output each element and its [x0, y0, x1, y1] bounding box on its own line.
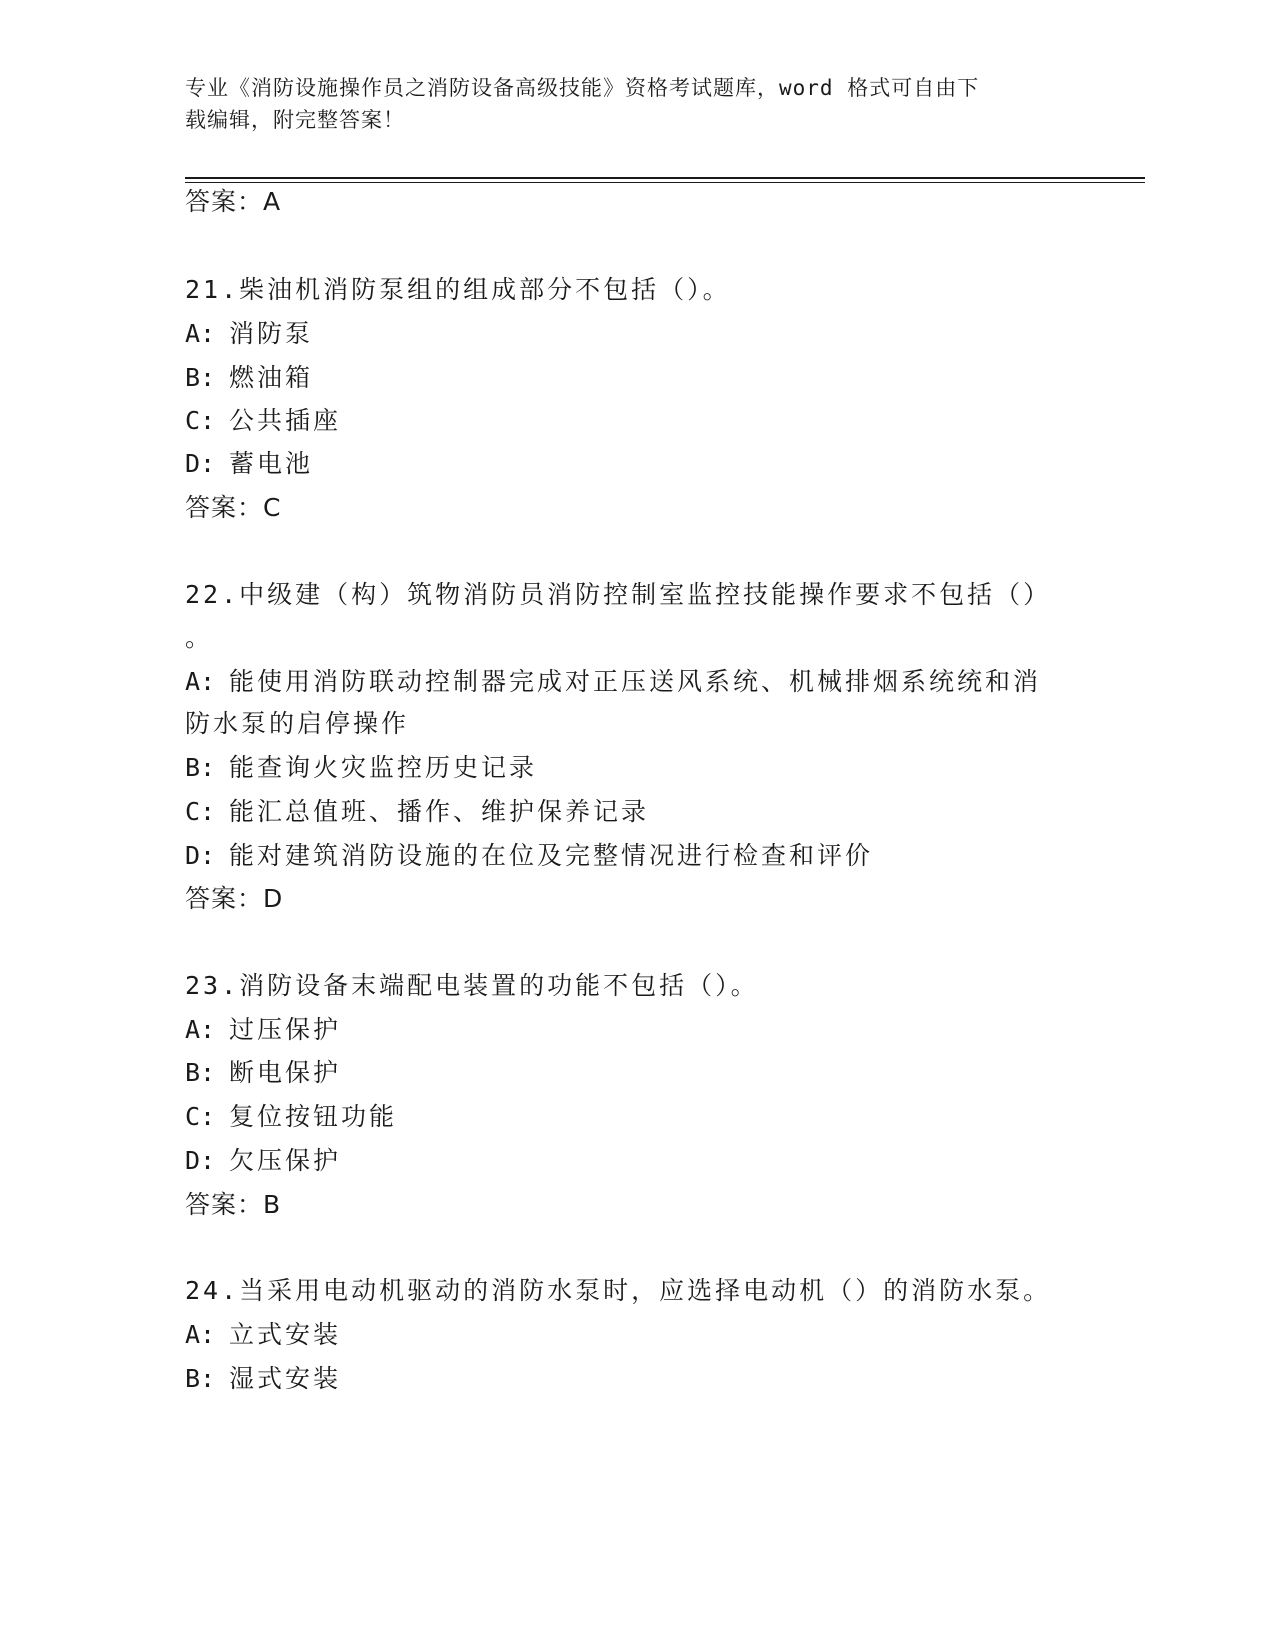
option-text: 断电保护 — [229, 1058, 342, 1087]
option-label: C: — [185, 797, 216, 826]
option-text: 能使用消防联动控制器完成对正压送风系统、机械排烟系统统和消 — [229, 667, 1042, 696]
answer-prev: 答案：A — [185, 187, 282, 216]
question-21-answer: 答案：C — [185, 493, 282, 522]
option-text: 立式安装 — [229, 1320, 342, 1349]
option-label: B: — [185, 363, 216, 392]
option-label: B: — [185, 1364, 216, 1393]
question-21-option-a — [185, 318, 313, 350]
question-23-option-d — [185, 1145, 341, 1177]
question-22-option-a — [185, 666, 1041, 698]
question-23-option-a — [185, 1014, 341, 1046]
question-23-answer: 答案：B — [185, 1190, 282, 1219]
question-22-answer: 答案：D — [185, 884, 284, 913]
option-label: D: — [185, 449, 216, 478]
header-line-1: 专业《消防设施操作员之消防设备高级技能》资格考试题库，word 格式可自由下 — [185, 76, 980, 100]
question-23-option-c — [185, 1101, 397, 1133]
option-text: 欠压保护 — [229, 1146, 342, 1175]
question-24-option-a — [185, 1319, 341, 1351]
question-24-stem: 24.当采用电动机驱动的消防水泵时，应选择电动机（）的消防水泵。 — [185, 1276, 1052, 1305]
option-text: 复位按钮功能 — [229, 1102, 398, 1131]
option-label: A: — [185, 1320, 216, 1349]
question-21-option-d — [185, 448, 313, 480]
header-line-2: 载编辑，附完整答案！ — [185, 108, 405, 132]
option-label: A: — [185, 667, 216, 696]
question-24-option-b — [185, 1363, 341, 1395]
question-22-option-a-continued: 防水泵的启停操作 — [185, 709, 410, 738]
header-rule-thick — [185, 177, 1145, 179]
question-21-option-c — [185, 405, 341, 437]
question-21-stem: 21.柴油机消防泵组的组成部分不包括（）。 — [185, 275, 731, 304]
option-text: 湿式安装 — [229, 1364, 342, 1393]
option-label: D: — [185, 1146, 216, 1175]
option-label: C: — [185, 406, 216, 435]
option-text: 能对建筑消防设施的在位及完整情况进行检查和评价 — [229, 841, 874, 870]
question-22-stem: 22.中级建（构）筑物消防员消防控制室监控技能操作要求不包括（） — [185, 580, 1052, 609]
question-22-option-c — [185, 796, 649, 828]
option-text: 蓄电池 — [229, 449, 314, 478]
question-22-option-b — [185, 752, 537, 784]
option-text: 能查询火灾监控历史记录 — [229, 753, 538, 782]
document-header — [185, 72, 1065, 136]
question-21-option-b — [185, 362, 313, 394]
option-label: A: — [185, 1015, 216, 1044]
question-23-stem: 23.消防设备末端配电装置的功能不包括（）。 — [185, 971, 759, 1000]
question-22-option-d — [185, 840, 873, 872]
header-rule-thin — [185, 182, 1145, 183]
option-text: 过压保护 — [229, 1015, 342, 1044]
question-22-stem-continued: 。 — [185, 623, 214, 652]
option-label: D: — [185, 841, 216, 870]
option-label: B: — [185, 1058, 216, 1087]
option-label: B: — [185, 753, 216, 782]
option-text: 消防泵 — [229, 319, 314, 348]
question-23-option-b — [185, 1057, 341, 1089]
option-text: 公共插座 — [229, 406, 342, 435]
option-label: A: — [185, 319, 216, 348]
option-text: 能汇总值班、播作、维护保养记录 — [229, 797, 650, 826]
option-text: 燃油箱 — [229, 363, 314, 392]
option-label: C: — [185, 1102, 216, 1131]
